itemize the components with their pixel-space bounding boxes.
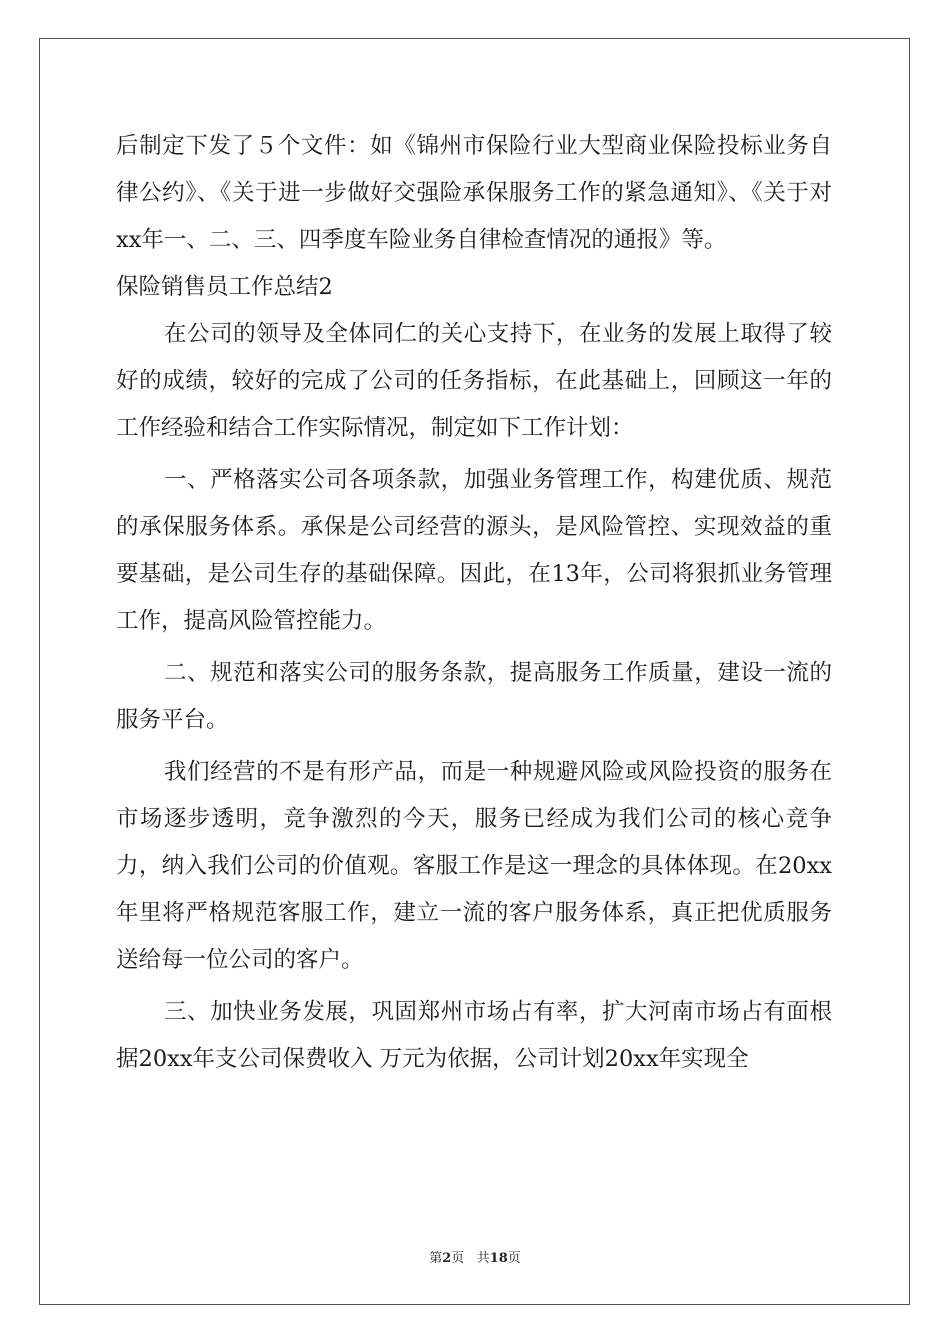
page-number: 2 (442, 1251, 452, 1266)
paragraph-item-3: 三、加快业务发展，巩固郑州市场占有率，扩大河南市场占有面根据20xx年支公司保费收入 万元为依据，公司计划20xx年实现全 (116, 999, 832, 1072)
total-pages: 18 (489, 1251, 508, 1266)
page-suffix: 页 (451, 1251, 465, 1266)
total-prefix: 共 (476, 1251, 490, 1266)
section-heading: 保险销售员工作总结2 (116, 274, 333, 300)
paragraph-item-1: 一、严格落实公司各项条款，加强业务管理工作，构建优质、规范的承保服务体系。承保是公司经营的源头，是风险管控、实现效益的重要基础，是公司生存的基础保障。因此，在13年，公司将狠抓业务管理工作，提高风险管控能力。 (116, 467, 832, 634)
paragraph-intro: 在公司的领导及全体同仁的关心支持下，在业务的发展上取得了较好的成绩，较好的完成了公司的任务指标，在此基础上，回顾这一年的工作经验和结合工作实际情况，制定如下工作计划： (116, 321, 832, 441)
total-suffix: 页 (507, 1251, 521, 1266)
page-footer (0, 1247, 950, 1266)
document-body (116, 123, 832, 1083)
paragraph-continued: 后制定下发了５个文件：如《锦州市保险行业大型商业保险投标业务自律公约》、《关于进一步做好交强险承保服务工作的紧急通知》、《关于对xx年一、二、三、四季度车险业务自律检查情况的通报》等。 (116, 133, 832, 253)
paragraph-service: 我们经营的不是有形产品，而是一种规避风险或风险投资的服务在市场逐步透明，竞争激烈的今天，服务已经成为我们公司的核心竞争力，纳入我们公司的价值观。客服工作是这一理念的具体体现。在20xx年里将严格规范客服工作，建立一流的客户服务体系，真正把优质服务送给每一位公司的客户。 (116, 759, 832, 973)
page-prefix: 第 (429, 1251, 443, 1266)
paragraph-item-2: 二、规范和落实公司的服务条款，提高服务工作质量，建设一流的服务平台。 (116, 660, 832, 733)
